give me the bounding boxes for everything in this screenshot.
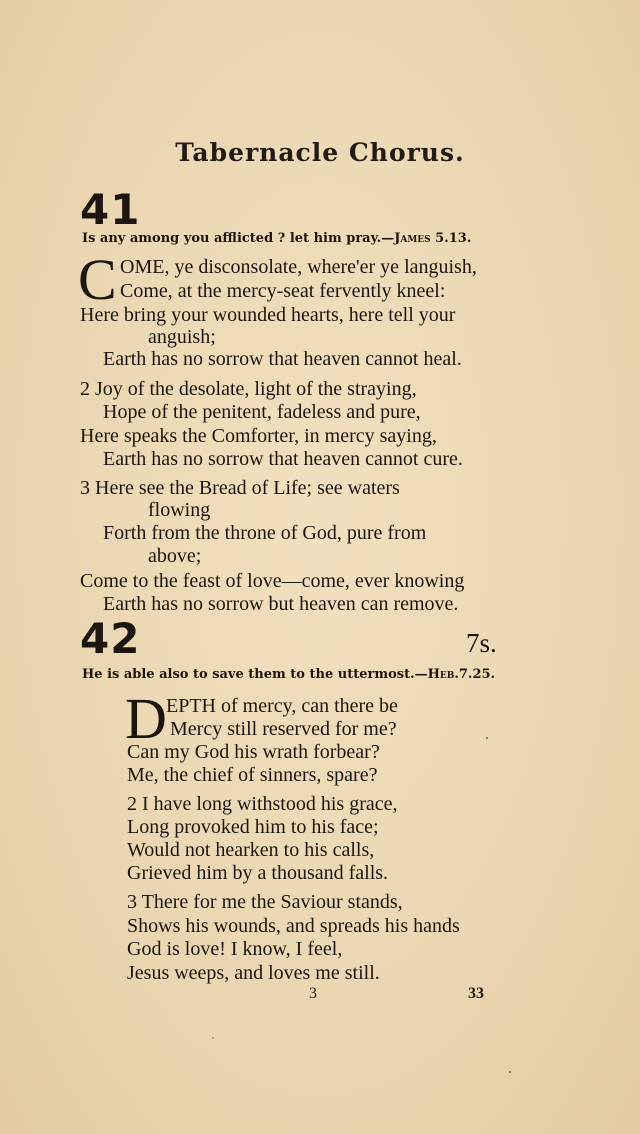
hymn-number: 41 bbox=[80, 185, 141, 234]
verse-line: Grieved him by a thousand falls. bbox=[127, 862, 389, 884]
verse-line: Can my God his wrath forbear? bbox=[127, 741, 380, 763]
verse-line: OME, ye disconsolate, where'er ye languish, bbox=[120, 256, 477, 278]
verse-line: EPTH of mercy, can there be bbox=[166, 695, 398, 717]
verse-line: God is love! I know, I feel, bbox=[127, 938, 343, 960]
verse-line: above; bbox=[148, 545, 202, 567]
verse-line: Mercy still reserved for me? bbox=[170, 718, 397, 740]
verse-line: Here speaks the Comforter, in mercy saying, bbox=[80, 425, 437, 447]
scripture-reference: Heb.7.25. bbox=[427, 667, 496, 682]
verse-line: Come to the feast of love—come, ever knowing bbox=[80, 570, 465, 592]
verse-line: Forth from the throne of God, pure from bbox=[103, 522, 427, 544]
verse-line: Would not hearken to his calls, bbox=[127, 839, 375, 861]
verse-line: 2 Joy of the desolate, light of the straying, bbox=[80, 378, 417, 400]
verse-line: 3 There for me the Saviour stands, bbox=[127, 891, 403, 913]
hymn-meter: 7s. bbox=[466, 628, 497, 658]
verse-line: Me, the chief of sinners, spare? bbox=[127, 764, 378, 786]
verse-line: Hope of the penitent, fadeless and pure, bbox=[103, 401, 421, 423]
verse-line: 3 Here see the Bread of Life; see waters bbox=[80, 477, 400, 499]
hymn-epigraph bbox=[82, 667, 495, 682]
paper-speck bbox=[486, 737, 488, 739]
verse-line: Earth has no sorrow that heaven cannot cure. bbox=[103, 448, 463, 470]
verse-line: 2 I have long withstood his grace, bbox=[127, 793, 398, 815]
verse-line: anguish; bbox=[148, 326, 216, 348]
verse-line: Earth has no sorrow that heaven cannot heal. bbox=[103, 348, 462, 370]
hymn-epigraph bbox=[82, 231, 471, 246]
drop-cap: C bbox=[78, 247, 117, 312]
hymn-number: 42 bbox=[80, 614, 141, 663]
verse-line: Come, at the mercy-seat fervently kneel: bbox=[120, 280, 446, 302]
paper-speck bbox=[212, 1037, 214, 1039]
scripture-reference: James 5.13. bbox=[394, 231, 472, 246]
verse-line: flowing bbox=[148, 499, 211, 521]
page-number: 33 bbox=[468, 985, 484, 1002]
drop-cap: D bbox=[125, 686, 167, 751]
verse-line: Long provoked him to his face; bbox=[127, 816, 379, 838]
paper-speck bbox=[509, 1071, 511, 1073]
signature-mark: 3 bbox=[309, 985, 317, 1002]
verse-line: Jesus weeps, and loves me still. bbox=[127, 962, 380, 984]
epigraph-text: He is able also to save them to the uttermost.— bbox=[82, 667, 428, 682]
epigraph-text: Is any among you afflicted ? let him pray.— bbox=[82, 231, 395, 246]
verse-line: Shows his wounds, and spreads his hands bbox=[127, 915, 460, 937]
verse-line: Earth has no sorrow but heaven can remove. bbox=[103, 593, 459, 615]
verse-line: Here bring your wounded hearts, here tell your bbox=[80, 304, 456, 326]
page-header: Tabernacle Chorus. bbox=[175, 138, 465, 167]
